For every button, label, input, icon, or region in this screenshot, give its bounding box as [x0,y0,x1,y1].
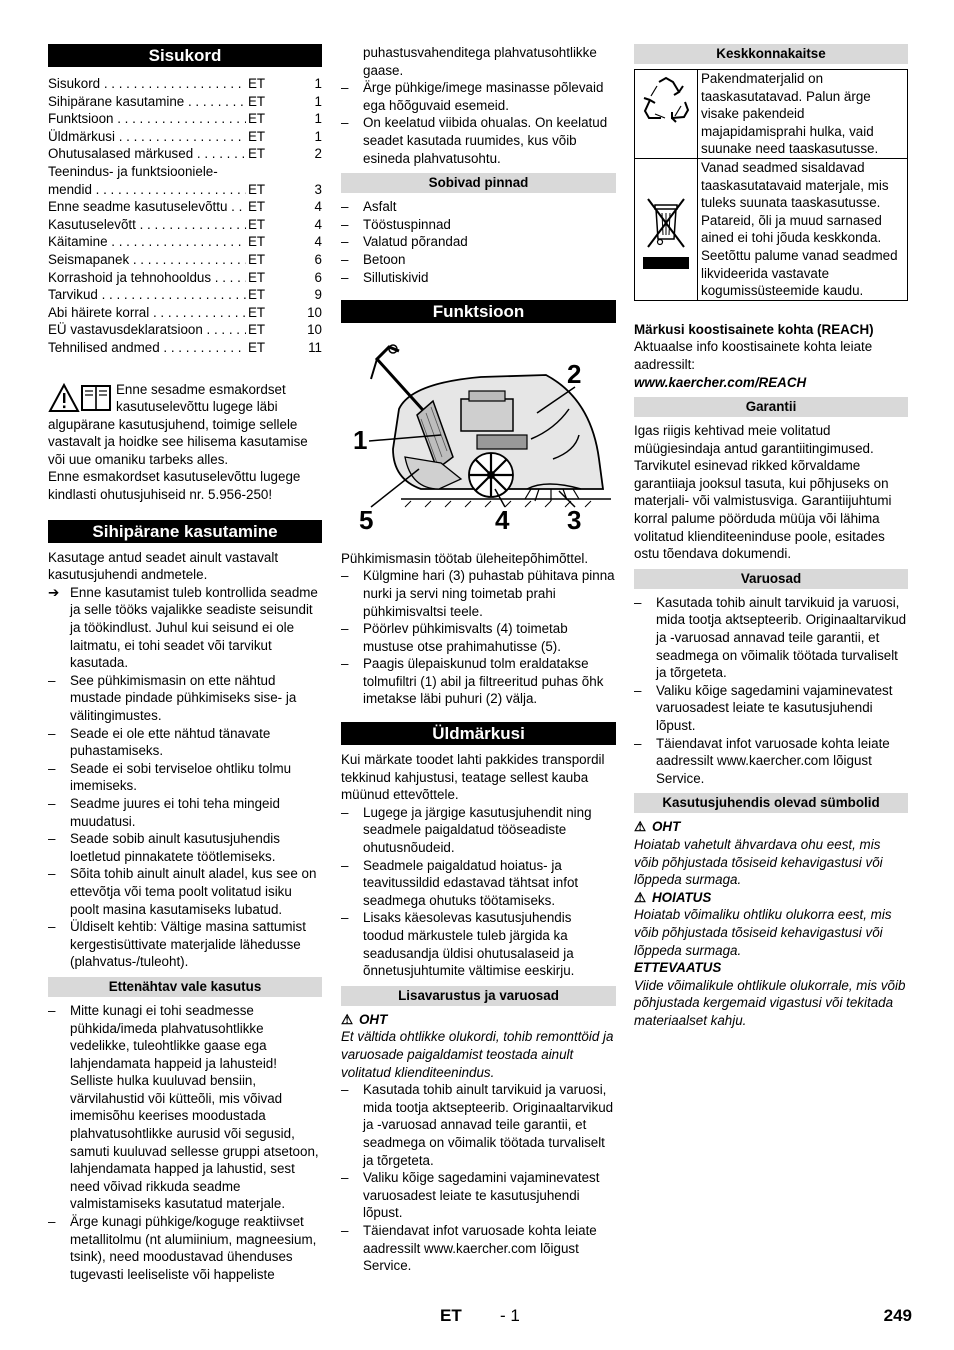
list-item: – Täiendavat infot varuosade kohta leiate aadressilt www.kaercher.com lõigust Service. [634,735,890,786]
general-intro: Kui märkate toodet lahti pakkides transpordil tekkinud kahjustusi, teatage sellest kauba müünud ettevõttele. [341,752,605,803]
heading-contents: Sisukord [48,44,322,67]
warning-triangle-icon: ⚠ [341,1011,354,1027]
list-item: – Betoon [341,251,406,267]
use-intro: Kasutage antud seadet ainult vastavalt kasutusjuhendi andmetele. [48,549,279,583]
environment-text: Pakendmaterjalid on taaskasutatavad. Palun ärge visake pakendeid majapidamisprahi hulka, vaid suunake need taaskasutusse. [701,71,879,157]
list-item: – Külgmine hari (3) puhastab pühitava pinna nurki ja servi ning toimetab prahi pühkimisvaltsi teele. [341,568,615,619]
figure-label-1: 1 [353,425,368,456]
environment-text: Vanad seadmed sisaldavad taaskasutatavaid materjale, mis tuleks suunata taaskasutusse. Patareid, õli ja muud sarnased ained ei tohi jõuda keskkonda. Seetõttu palume vanad seadmed likvideerida vastavate kogumissüsteemide kaudu. [701,159,898,299]
function-intro: Pühkimismasin töötab üleheitepõhimõttel. [341,550,589,566]
toc-row: Enne seadme kasutuselevõttu . . . ET 4 [48,198,322,216]
symbol-label: ⚠ HOIATUS [634,889,712,905]
intro-warning [48,381,322,504]
warning-triangle-icon: ⚠ [634,819,647,835]
heading-environment: Keskkonnakaitse [634,44,908,64]
footer-section-page: - 1 [500,1306,520,1325]
list-item: – Lisaks käesolevas kasutusjuhendis toodud märkustele tuleb järgida ka seadusandja üldisi ohutusalaseid ja õnnetusjuhtumite vältimise eeskirju. [341,910,575,979]
toc-row: Sihipärane kasutamine . . . ET 1 [48,93,322,111]
heading-accessories: Lisavarustus ja varuosad [341,986,616,1006]
heading-spare-parts: Varuosad [634,569,908,589]
warranty-text: Igas riigis kehtivad meie volitatud müügiesindaja antud garantiitingimused. Tarvikutel esinevad rikked kõrvaldame garantiiaja jooksul tasuta, kui põhjuseks on materjali- või valmistusviga. Garantiijuhtumi korral palume pöörduda müüja või lähima volitatud klienditeeninduse poole, esitades ostu tõendava dokumendi. [634,423,892,562]
footer-page-number: 249 [883,1306,912,1325]
toc-row: Käitamine . . . ET 4 [48,233,322,251]
heading-suitable-surfaces: Sobivad pinnad [341,173,616,193]
arrow-icon: ➔ [48,584,60,600]
list-item: – Ärge kunagi pühkige/koguge reaktiivset metallitolmu (nt alumiinium, magneesium, tsink), need moodustavad ühenduses tugevasti leeliseliste või happeliste [48,1214,317,1282]
figure-label-4: 4 [495,505,510,536]
symbol-text: Hoiatab vahetult ähvardava ohu eest, mis võib põhjustada tõsiseid kehavigastusi või lõppeda surmaga. [634,836,883,888]
toc-row: Üldmärkusi . . . ET 1 [48,128,322,146]
reach-text: Aktuaalse info koostisainete kohta leiate aadressilt: [634,339,873,372]
intro-text: Enne sesadme esmakordset kasutuselevõttu lugege läbi algupärane kasutusjuhend, toimige sellele vastavalt ja hoidke see hilisema kasutamise või uue omaniku tarbeks alles. [48,381,308,467]
danger-text: Et vältida ohtlikke olukordi, tohib remonttöid ja varuosade paigaldamist teostada ainult volitatud klienditeenindus. [341,1029,614,1080]
reach-title: Märkusi koostisainete kohta (REACH) [634,321,874,337]
toc-row: Tehnilised andmed . . . ET 11 [48,339,322,357]
list-item: – Seade ei sobi terviseloe ohtliku tolmu imemiseks. [48,760,292,794]
heading-warranty: Garantii [634,397,908,417]
list-item: – Täiendavat infot varuosade kohta leiate aadressilt www.kaercher.com lõigust Service. [341,1222,597,1274]
table-of-contents [48,75,322,357]
crossed-bin-icon [643,195,689,251]
reach-link[interactable]: www.kaercher.com/REACH [634,374,807,390]
heading-function: Funktsioon [341,300,616,323]
environment-table [634,69,908,301]
toc-row-line1: Teenindus- ja funktsiooniele- [48,163,218,179]
column-1 [48,44,322,1283]
list-item: – Seadmele paigaldatud hoiatus- ja teavitussildid edastavad tähtsat infot seadmega ohutuks töötamiseks. [341,857,579,908]
figure-label-2: 2 [567,359,582,390]
heading-foreseeable-misuse: Ettenähtav vale kasutus [48,977,322,997]
symbol-text: Hoiatab võimaliku ohtliku olukorra eest, mis võib põhjustada tõsiseid kehavigastusi või lõppeda surmaga. [634,907,892,958]
list-item: – Sillutiskivid [341,269,429,285]
warning-triangle-icon: ⚠ [634,889,647,905]
list-item: – Üldiselt kehtib: Vältige masina sattumist kergestisüttivate materjalide lähedusse (plahvatus-/tuleoht). [48,919,306,970]
list-item: – Valiku kõige sagedamini vajaminevatest varuosadest leiate te kasutusjuhendi lõpust. [634,682,893,733]
figure-label-5: 5 [359,505,374,536]
list-item: – Asfalt [341,199,397,215]
heading-general-notes: Üldmärkusi [341,722,616,745]
recycle-icon [641,76,691,124]
toc-row: mendid . . . ET 3 [48,181,322,199]
list-item: – See pühkimismasin on ette nähtud mustade pindade pühkimiseks sise- ja välitingimustes. [48,672,297,723]
toc-row: Seismapanek . . . ET 6 [48,251,322,269]
list-item: – Mitte kunagi ei tohi seadmesse pühkida/imeda plahvatusohtlikke vedelikke, tuleohtlikke gaase ega lahjendamata happeid ja lahusteid! Selliste hulka kuuluvad bensiin, värvilahustid või kütteõli, mis võivad imemisõhu keerises moodustada plahvatusohtlikke aurusid või segusid, samuti kuuluvad sellesse gruppi atsetoon, lahjendamata happed ja lahustid, sest need võivad rikkuda seadme valmistamiseks kasutatud materjale. [48,1002,319,1212]
toc-row: Abi häirete korral . . . ET 10 [48,304,322,322]
footer-language: ET [440,1306,462,1325]
list-item: – Tööstuspinnad [341,216,451,232]
list-item: – Seade ei ole ette nähtud tänavate puhastamiseks. [48,725,271,759]
toc-row: Ohutusalased märkused . . . ET 2 [48,145,322,163]
list-item: – Ärge pühkige/imege masinasse põlevaid ega hõõguvaid esemeid. [341,80,604,113]
toc-row: Tarvikud . . . ET 9 [48,286,322,304]
list-item: – Valiku kõige sagedamini vajaminevatest varuosadest leiate te kasutusjuhendi lõpust. [341,1170,600,1221]
column-2 [341,44,616,1275]
symbol-label: ⚠ OHT [634,819,681,835]
toc-row: EÜ vastavusdeklaratsioon . . . ET 10 [48,321,322,339]
heading-symbols: Kasutusjuhendis olevad sümbolid [634,793,908,813]
toc-row: Korrashoid ja tehnohooldus . . . ET 6 [48,269,322,287]
sweeper-diagram [341,339,615,539]
list-item: – On keelatud viibida ohualas. On keelatud seadet kasutada ruumides, kus võib esineda plahvatusohtu. [341,115,608,166]
warning-manual-icon [48,381,112,413]
heading-intended-use: Sihipärane kasutamine [48,520,322,543]
danger-label: ⚠ OHT [341,1011,388,1027]
misuse-continuation: puhastusvahenditega plahvatusohtlikke gaase. [363,45,597,78]
list-item: – Sõita tohib ainult ainult aladel, kus see on ettevõtja või tema poolt volitatud isiku poolt masina kasutamiseks lubatud. [48,866,317,917]
list-item: – Seade sobib ainult kasutusjuhendis loetletud pinnakatete töötlemiseks. [48,831,280,864]
toc-row: Sisukord . . . ET 1 [48,75,322,93]
list-item: – Kasutada tohib ainult tarvikuid ja varuosi, mida tootja aktsepteerib. Originaaltarvikud ja -varuosad annavad teile garantii, et seadmega on võimalik töötada turvaliselt ja tõrgeteta. [634,594,907,681]
list-item: ➔ Enne kasutamist tuleb kontrollida seadme ja selle tööks vajalikke seadiste seisundit ja töökindlust. Juhul kui seisund ei ole laitmatu, ei tohi seadet või tarvikut kasutada. [48,584,318,671]
toc-row: Funktsioon . . . ET 1 [48,110,322,128]
intro-text-2: Enne esmakordset kasutuselevõttu lugege kindlasti ohutusjuhiseid nr. 5.956-250! [48,469,301,503]
list-item: – Valatud põrandad [341,234,468,250]
list-item: – Pöörlev pühkimisvalts (4) toimetab mustuse otse prahimahutisse (5). [341,621,568,654]
list-item: – Kasutada tohib ainult tarvikuid ja varuosi, mida tootja aktsepteerib. Originaaltarvikud ja -varuosad annavad teile garantii, et seadmega on võimalik töötada turvaliselt ja tõrgeteta. [341,1082,614,1168]
table-row [635,70,907,159]
toc-row: Kasutuselevõtt . . . ET 4 [48,216,322,234]
symbol-label: ETTEVAATUS [634,960,722,976]
list-item: – Paagis ülepaiskunud tolm eraldatakse tolmufiltri (1) abil ja filtreeritud puhas õhk imetakse läbi puhuri (2) välja. [341,656,604,707]
column-3 [634,44,908,1030]
bin-bar [643,257,689,269]
list-item: – Lugege ja järgige kasutusjuhendit ning seadmele paigaldatud tööseadiste ohutusnõudeid. [341,804,592,856]
figure-label-3: 3 [567,505,582,536]
list-item: – Seadme juures ei tohi teha mingeid muudatusi. [48,795,280,829]
symbol-text: Viide võimalikule ohtlikule olukorrale, mis võib põhjustada kergemaid vigastusi või tekitada materiaalset kahju. [634,977,906,1028]
table-row [635,159,907,300]
